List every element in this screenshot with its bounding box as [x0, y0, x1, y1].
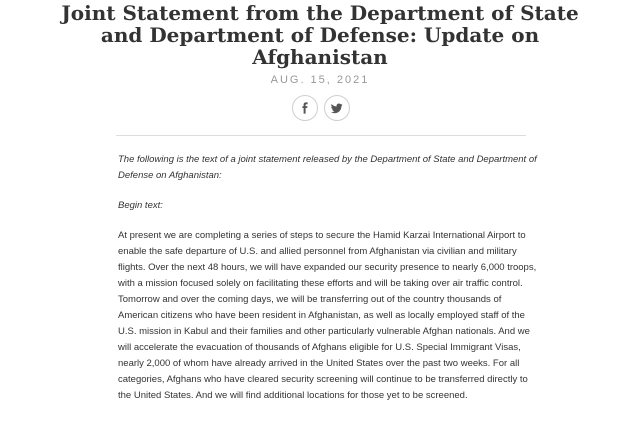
- article-title: Joint Statement from the Department of State and Department of Defense: Update on Afghanistan: [61, 1, 579, 69]
- title-divider: [116, 135, 526, 136]
- twitter-icon: [331, 102, 343, 114]
- article-date: AUG. 15, 2021: [270, 74, 370, 86]
- begin-text-label: Begin text:: [118, 200, 163, 211]
- intro-paragraph: The following is the text of a joint statement released by the Department of State and Department of Defense on Afghanistan:: [118, 154, 537, 181]
- social-share-bar: [290, 95, 350, 121]
- facebook-share-button[interactable]: [292, 95, 318, 121]
- twitter-share-button[interactable]: [324, 95, 350, 121]
- statement-paragraph: At present we are completing a series of steps to secure the Hamid Karzai International Airport to enable the safe departure of U.S. and allied personnel from Afghanistan via civilian and military flights. Over the next 48 hours, we will have expanded our security presence to nearly 6,000 troops, with a mission focused solely on facilitating these efforts and will be taking over air traffic control. Tomorrow and over the coming days, we will be transferring out of the country thousands of American citizens who have been resident in Afghanistan, as well as locally employed staff of the U.S. mission in Kabul and their families and other particularly vulnerable Afghan nationals. And we will accelerate the evacuation of thousands of Afghans eligible for U.S. Special Immigrant Visas, nearly 2,000 of whom have already arrived in the United States over the past two weeks. For all categories, Afghans who have cleared security screening will continue to be transferred directly to the United States. And we will find additional locations for those yet to be screened.: [118, 230, 537, 401]
- facebook-icon: [299, 102, 311, 114]
